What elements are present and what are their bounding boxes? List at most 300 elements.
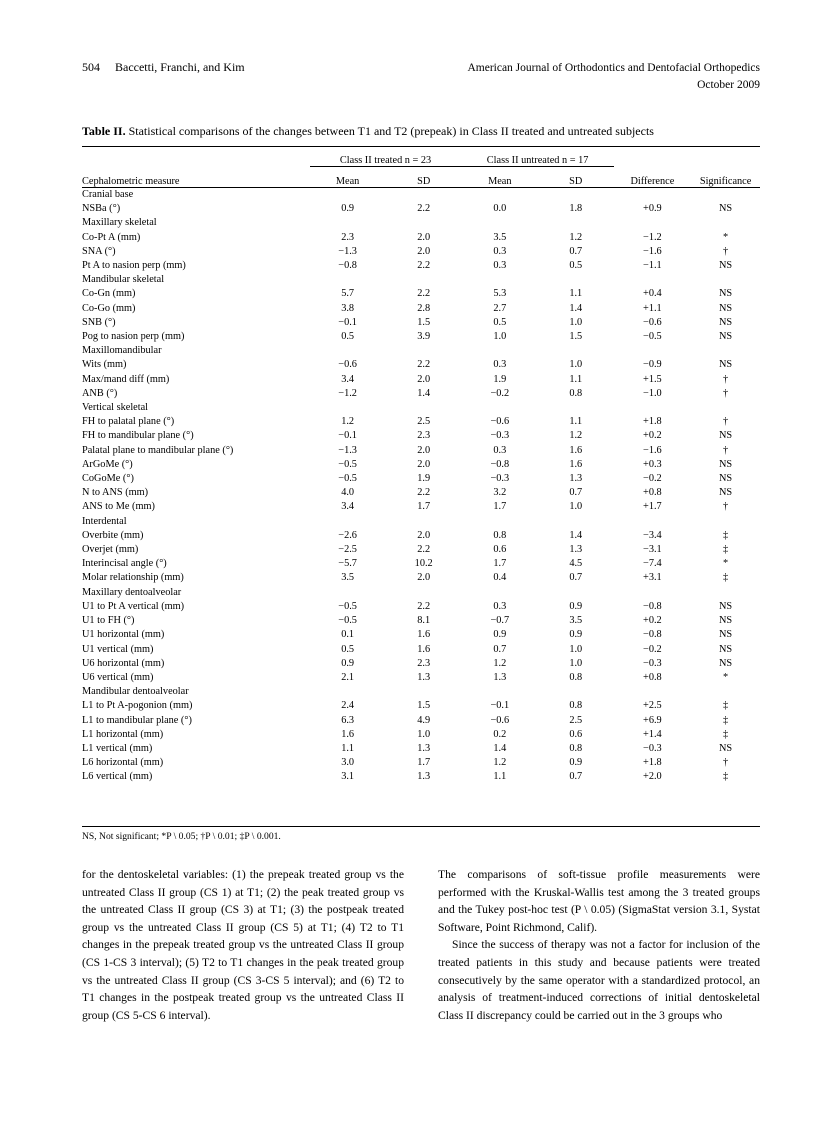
empty-cell <box>386 273 462 287</box>
difference: −0.2 <box>643 643 662 655</box>
table-row <box>82 316 760 330</box>
untreated-mean: 0.7 <box>493 643 507 655</box>
significance: NS <box>718 615 733 627</box>
untreated-mean: −0.6 <box>490 416 510 428</box>
table-section-row <box>82 586 760 600</box>
col-measure: Cephalometric measure <box>82 176 180 187</box>
table-row <box>82 373 760 387</box>
treated-sd: 2.2 <box>417 359 431 371</box>
table-row <box>82 600 760 614</box>
treated-sd: 1.7 <box>417 757 431 769</box>
untreated-sd: 0.8 <box>569 700 583 712</box>
difference: −1.6 <box>643 245 662 257</box>
table-row <box>82 458 760 472</box>
table-row <box>82 302 760 316</box>
untreated-sd: 0.8 <box>569 671 583 683</box>
paragraph: for the dentoskeletal variables: (1) the prepeak treated group vs the untreated Class II group (CS 1) at T1; (2) the peak treated group vs the untreated Class II group (CS 3) at T1; (3) the postpeak treated group vs the untreated Class II group (CS 5) at T1; (4) T2 to T1 changes in the prepeak treated group vs the untreated Class II group (CS 1-CS 3 interval); (5) T2 to T1 changes in the peak treated group vs the untreated Class II group (CS 3-CS 5 interval); and (6) T2 to T1 changes in the postpeak treated group vs the untreated Class II group (CS 5-CS 6 interval). <box>82 868 404 1022</box>
untreated-mean: −0.6 <box>490 714 510 726</box>
treated-sd: 3.9 <box>417 331 431 343</box>
statistics-table <box>82 146 760 785</box>
treated-mean: 0.9 <box>341 203 355 215</box>
significance: NS <box>718 260 733 272</box>
measure-label: Wits (mm) <box>82 359 127 371</box>
table-row <box>82 287 760 301</box>
empty-cell <box>614 344 692 358</box>
untreated-sd: 1.2 <box>569 430 583 442</box>
untreated-mean: 1.9 <box>493 373 507 385</box>
empty-cell <box>691 188 760 203</box>
measure-label: Co-Pt A (mm) <box>82 231 141 243</box>
measure-label: SNA (°) <box>82 245 116 257</box>
group-header-spacer <box>82 147 310 167</box>
measure-label: CoGoMe (°) <box>82 473 134 485</box>
significance: NS <box>718 316 733 328</box>
table-row <box>82 358 760 372</box>
empty-cell <box>691 273 760 287</box>
treated-mean: 4.0 <box>341 487 355 499</box>
col-untreated-sd: SD <box>569 176 583 187</box>
treated-mean: −0.8 <box>338 260 357 272</box>
table-row <box>82 614 760 628</box>
untreated-sd: 0.7 <box>569 771 583 783</box>
difference: −0.8 <box>643 629 662 641</box>
empty-cell <box>691 401 760 415</box>
section-label: Interdental <box>82 515 127 527</box>
empty-cell <box>614 188 692 203</box>
treated-mean: 1.1 <box>341 742 355 754</box>
empty-cell <box>691 515 760 529</box>
difference: +2.5 <box>643 700 662 712</box>
difference: −0.6 <box>643 316 662 328</box>
empty-cell <box>614 273 692 287</box>
treated-sd: 2.3 <box>417 657 431 669</box>
treated-sd: 2.0 <box>417 444 431 456</box>
treated-mean: −1.3 <box>338 444 357 456</box>
empty-cell <box>538 685 614 699</box>
measure-label: Overbite (mm) <box>82 529 144 541</box>
untreated-sd: 1.0 <box>569 643 583 655</box>
section-label: Vertical skeletal <box>82 402 149 414</box>
empty-cell <box>386 586 462 600</box>
group-header-row <box>82 147 760 167</box>
journal-title: American Journal of Orthodontics and Dentofacial Orthopedics <box>467 62 760 74</box>
col-treated-sd: SD <box>417 176 431 187</box>
empty-cell <box>310 685 386 699</box>
empty-cell <box>310 216 386 230</box>
treated-mean: −0.5 <box>338 458 357 470</box>
empty-cell <box>538 586 614 600</box>
untreated-mean: 0.3 <box>493 260 507 272</box>
treated-sd: 2.0 <box>417 245 431 257</box>
empty-cell <box>614 216 692 230</box>
empty-cell <box>462 515 538 529</box>
table-row <box>82 387 760 401</box>
table-row <box>82 728 760 742</box>
treated-mean: −0.5 <box>338 600 357 612</box>
significance: NS <box>718 458 733 470</box>
measure-label: SNB (°) <box>82 316 116 328</box>
col-difference: Difference <box>630 176 675 187</box>
empty-cell <box>386 216 462 230</box>
empty-cell <box>462 273 538 287</box>
treated-mean: −0.1 <box>338 316 357 328</box>
running-authors: Baccetti, Franchi, and Kim <box>115 60 245 74</box>
table-row <box>82 429 760 443</box>
untreated-mean: 1.1 <box>493 771 507 783</box>
significance: NS <box>718 473 733 485</box>
treated-sd: 2.2 <box>417 600 431 612</box>
measure-label: L1 to Pt A-pogonion (mm) <box>82 700 193 712</box>
table-row <box>82 444 760 458</box>
untreated-mean: 3.2 <box>493 487 507 499</box>
treated-mean: 6.3 <box>341 714 355 726</box>
untreated-mean: 0.9 <box>493 629 507 641</box>
difference: +2.0 <box>643 771 662 783</box>
treated-mean: 2.4 <box>341 700 355 712</box>
column-header-row <box>82 167 760 188</box>
table-row <box>82 699 760 713</box>
treated-mean: −0.1 <box>338 430 357 442</box>
treated-mean: −2.6 <box>338 529 357 541</box>
empty-cell <box>386 515 462 529</box>
treated-mean: 0.5 <box>341 331 355 343</box>
treated-sd: 1.3 <box>417 771 431 783</box>
paragraph: The comparisons of soft-tissue profile measurements were performed with the Kruskal-Wallis test among the 3 treated groups and the Tukey post-hoc test (P \ 0.05) (SigmaStat version 3.1, Systat Software, Point Richmond, Calif). <box>438 868 760 934</box>
untreated-mean: 0.2 <box>493 728 507 740</box>
empty-cell <box>614 515 692 529</box>
empty-cell <box>386 344 462 358</box>
untreated-sd: 1.3 <box>569 473 583 485</box>
significance: NS <box>718 742 733 754</box>
untreated-sd: 1.1 <box>569 416 583 428</box>
issue-date: October 2009 <box>697 78 760 91</box>
significance: NS <box>718 643 733 655</box>
measure-label: L1 to mandibular plane (°) <box>82 714 192 726</box>
untreated-mean: 1.7 <box>493 501 507 513</box>
significance: NS <box>718 430 733 442</box>
difference: +0.9 <box>643 203 662 215</box>
table-row <box>82 714 760 728</box>
difference: −0.3 <box>643 742 662 754</box>
treated-mean: 1.2 <box>341 416 355 428</box>
paragraph: Since the success of therapy was not a factor for inclusion of the treated patients in this study and because patients were treated consecutively by the same operator with a standardized protocol, an analysis of treatment-induced corrections of initial dentoskeletal Class II discrepancy could be carried out in the 3 groups who <box>438 938 760 1022</box>
measure-label: L6 horizontal (mm) <box>82 757 164 769</box>
untreated-sd: 1.6 <box>569 458 583 470</box>
treated-sd: 10.2 <box>414 558 433 570</box>
measure-label: Palatal plane to mandibular plane (°) <box>82 444 234 456</box>
measure-label: U1 vertical (mm) <box>82 643 154 655</box>
empty-cell <box>538 216 614 230</box>
section-label: Mandibular skeletal <box>82 274 165 286</box>
difference: +1.1 <box>643 302 662 314</box>
measure-label: Interincisal angle (°) <box>82 558 167 570</box>
measure-label: ANB (°) <box>82 387 118 399</box>
measure-label: FH to palatal plane (°) <box>82 416 175 428</box>
table-section-row <box>82 344 760 358</box>
significance: † <box>723 387 729 399</box>
difference: +0.2 <box>643 615 662 627</box>
untreated-sd: 1.3 <box>569 544 583 556</box>
untreated-sd: 3.5 <box>569 615 583 627</box>
group-header-treated: Class II treated n = 23 <box>310 147 462 167</box>
untreated-sd: 1.0 <box>569 316 583 328</box>
significance: NS <box>718 302 733 314</box>
empty-cell <box>386 188 462 203</box>
empty-cell <box>386 685 462 699</box>
untreated-sd: 0.6 <box>569 728 583 740</box>
empty-cell <box>691 586 760 600</box>
section-label: Maxillary dentoalveolar <box>82 586 182 598</box>
page-number: 504 <box>82 60 100 74</box>
empty-cell <box>310 188 386 203</box>
table-head <box>82 147 760 188</box>
table-row <box>82 543 760 557</box>
measure-label: L6 vertical (mm) <box>82 771 153 783</box>
treated-sd: 1.4 <box>417 387 431 399</box>
col-treated-mean: Mean <box>335 176 360 187</box>
measure-label: Pt A to nasion perp (mm) <box>82 260 186 272</box>
difference: +0.2 <box>643 430 662 442</box>
untreated-sd: 0.9 <box>569 600 583 612</box>
untreated-sd: 0.9 <box>569 757 583 769</box>
treated-mean: −0.5 <box>338 473 357 485</box>
untreated-sd: 0.8 <box>569 742 583 754</box>
significance: * <box>723 558 729 570</box>
table-section-row <box>82 188 760 203</box>
table-row <box>82 671 760 685</box>
difference: +1.7 <box>643 501 662 513</box>
table-row <box>82 643 760 657</box>
significance: NS <box>718 288 733 300</box>
section-label: Maxillomandibular <box>82 345 162 357</box>
treated-mean: 1.6 <box>341 728 355 740</box>
section-label: Mandibular dentoalveolar <box>82 686 189 698</box>
table-row <box>82 742 760 756</box>
table-row <box>82 628 760 642</box>
untreated-sd: 1.4 <box>569 529 583 541</box>
table-row <box>82 770 760 784</box>
empty-cell <box>310 401 386 415</box>
significance: ‡ <box>723 572 729 584</box>
treated-mean: −5.7 <box>338 558 357 570</box>
untreated-sd: 1.0 <box>569 359 583 371</box>
difference: +0.4 <box>643 288 662 300</box>
section-label: Cranial base <box>82 188 310 203</box>
significance: ‡ <box>723 700 729 712</box>
treated-sd: 2.2 <box>417 260 431 272</box>
empty-cell <box>691 216 760 230</box>
table-section-row <box>82 273 760 287</box>
group-header-untreated: Class II untreated n = 17 <box>462 147 614 167</box>
untreated-sd: 1.1 <box>569 288 583 300</box>
empty-cell <box>691 685 760 699</box>
table-row <box>82 571 760 585</box>
measure-label: U6 vertical (mm) <box>82 671 154 683</box>
treated-sd: 1.9 <box>417 473 431 485</box>
treated-sd: 2.2 <box>417 544 431 556</box>
untreated-sd: 2.5 <box>569 714 583 726</box>
untreated-mean: 0.3 <box>493 444 507 456</box>
empty-cell <box>310 586 386 600</box>
measure-label: ArGoMe (°) <box>82 458 133 470</box>
untreated-mean: 0.5 <box>493 316 507 328</box>
untreated-mean: −0.7 <box>490 615 510 627</box>
measure-label: Co-Go (mm) <box>82 302 136 314</box>
untreated-sd: 0.7 <box>569 572 583 584</box>
table-label: Table II. <box>82 124 126 138</box>
table-section-row <box>82 401 760 415</box>
difference: −0.2 <box>643 473 662 485</box>
table-row <box>82 486 760 500</box>
significance: † <box>723 444 729 456</box>
untreated-mean: −0.3 <box>490 473 510 485</box>
body-columns <box>82 866 760 1024</box>
treated-mean: 3.5 <box>341 572 355 584</box>
significance: † <box>723 245 729 257</box>
measure-label: L1 horizontal (mm) <box>82 728 164 740</box>
treated-sd: 2.0 <box>417 373 431 385</box>
untreated-mean: 0.6 <box>493 544 507 556</box>
treated-mean: 0.1 <box>341 629 355 641</box>
significance: ‡ <box>723 714 729 726</box>
table-section-row <box>82 685 760 699</box>
page-header <box>82 60 760 93</box>
significance: NS <box>718 600 733 612</box>
difference: −0.5 <box>643 331 662 343</box>
empty-cell <box>614 401 692 415</box>
difference: −0.8 <box>643 600 662 612</box>
measure-label: Max/mand diff (mm) <box>82 373 170 385</box>
table-body <box>82 188 760 785</box>
difference: −7.4 <box>643 558 662 570</box>
treated-sd: 2.2 <box>417 288 431 300</box>
table-row <box>82 202 760 216</box>
empty-cell <box>538 515 614 529</box>
treated-mean: 5.7 <box>341 288 355 300</box>
table-row <box>82 557 760 571</box>
empty-cell <box>538 273 614 287</box>
table-section-row <box>82 515 760 529</box>
measure-label: N to ANS (mm) <box>82 487 149 499</box>
untreated-mean: 0.3 <box>493 600 507 612</box>
treated-mean: 3.8 <box>341 302 355 314</box>
table-caption-text: Statistical comparisons of the changes between T1 and T2 (prepeak) in Class II treated and untreated subjects <box>128 124 654 138</box>
untreated-sd: 1.1 <box>569 373 583 385</box>
difference: −0.3 <box>643 657 662 669</box>
untreated-mean: 1.0 <box>493 331 507 343</box>
treated-sd: 2.5 <box>417 416 431 428</box>
difference: +1.5 <box>643 373 662 385</box>
treated-mean: −0.6 <box>338 359 357 371</box>
treated-mean: 0.9 <box>341 657 355 669</box>
treated-sd: 1.6 <box>417 629 431 641</box>
table-row <box>82 245 760 259</box>
untreated-mean: 0.3 <box>493 245 507 257</box>
empty-cell <box>538 344 614 358</box>
measure-label: L1 vertical (mm) <box>82 742 153 754</box>
untreated-sd: 1.8 <box>569 203 583 215</box>
empty-cell <box>614 685 692 699</box>
untreated-sd: 0.9 <box>569 629 583 641</box>
difference: −0.9 <box>643 359 662 371</box>
untreated-sd: 4.5 <box>569 558 583 570</box>
significance: NS <box>718 203 733 215</box>
table-row <box>82 657 760 671</box>
empty-cell <box>386 401 462 415</box>
untreated-mean: −0.3 <box>490 430 510 442</box>
empty-cell <box>538 401 614 415</box>
difference: −3.1 <box>643 544 662 556</box>
difference: −1.6 <box>643 444 662 456</box>
measure-label: NSBa (°) <box>82 203 121 215</box>
significance: * <box>723 671 729 683</box>
significance: † <box>723 501 729 513</box>
untreated-mean: 0.0 <box>493 203 507 215</box>
untreated-mean: 0.4 <box>493 572 507 584</box>
untreated-sd: 1.6 <box>569 444 583 456</box>
treated-sd: 2.0 <box>417 572 431 584</box>
section-label: Maxillary skeletal <box>82 217 157 229</box>
measure-label: U1 to FH (°) <box>82 615 135 627</box>
significance: NS <box>718 359 733 371</box>
difference: −1.0 <box>643 387 662 399</box>
empty-cell <box>538 188 614 203</box>
measure-label: U6 horizontal (mm) <box>82 657 165 669</box>
table-row <box>82 472 760 486</box>
treated-sd: 1.3 <box>417 742 431 754</box>
significance: NS <box>718 487 733 499</box>
measure-label: Molar relationship (mm) <box>82 572 184 584</box>
measure-label: Pog to nasion perp (mm) <box>82 331 185 343</box>
untreated-mean: −0.8 <box>490 458 510 470</box>
treated-sd: 2.2 <box>417 487 431 499</box>
untreated-mean: 5.3 <box>493 288 507 300</box>
group-header-spacer-3 <box>691 147 760 167</box>
difference: +3.1 <box>643 572 662 584</box>
difference: +0.3 <box>643 458 662 470</box>
body-right-column <box>438 866 760 1024</box>
empty-cell <box>310 344 386 358</box>
group-header-spacer-2 <box>614 147 692 167</box>
untreated-mean: 1.7 <box>493 558 507 570</box>
treated-sd: 1.3 <box>417 671 431 683</box>
untreated-mean: 1.4 <box>493 742 507 754</box>
untreated-mean: 1.2 <box>493 757 507 769</box>
treated-sd: 2.2 <box>417 203 431 215</box>
measure-label: Overjet (mm) <box>82 544 139 556</box>
difference: +1.8 <box>643 757 662 769</box>
empty-cell <box>462 685 538 699</box>
difference: −3.4 <box>643 529 662 541</box>
treated-mean: −2.5 <box>338 544 357 556</box>
treated-sd: 1.6 <box>417 643 431 655</box>
empty-cell <box>462 216 538 230</box>
untreated-sd: 0.5 <box>569 260 583 272</box>
empty-cell <box>310 515 386 529</box>
significance: † <box>723 757 729 769</box>
table-row <box>82 259 760 273</box>
treated-sd: 8.1 <box>417 615 431 627</box>
header-left <box>82 60 245 75</box>
significance: † <box>723 373 729 385</box>
table-caption <box>82 124 760 140</box>
empty-cell <box>691 344 760 358</box>
treated-sd: 4.9 <box>417 714 431 726</box>
untreated-mean: 2.7 <box>493 302 507 314</box>
treated-mean: 2.1 <box>341 671 355 683</box>
significance: NS <box>718 331 733 343</box>
treated-mean: 3.1 <box>341 771 355 783</box>
